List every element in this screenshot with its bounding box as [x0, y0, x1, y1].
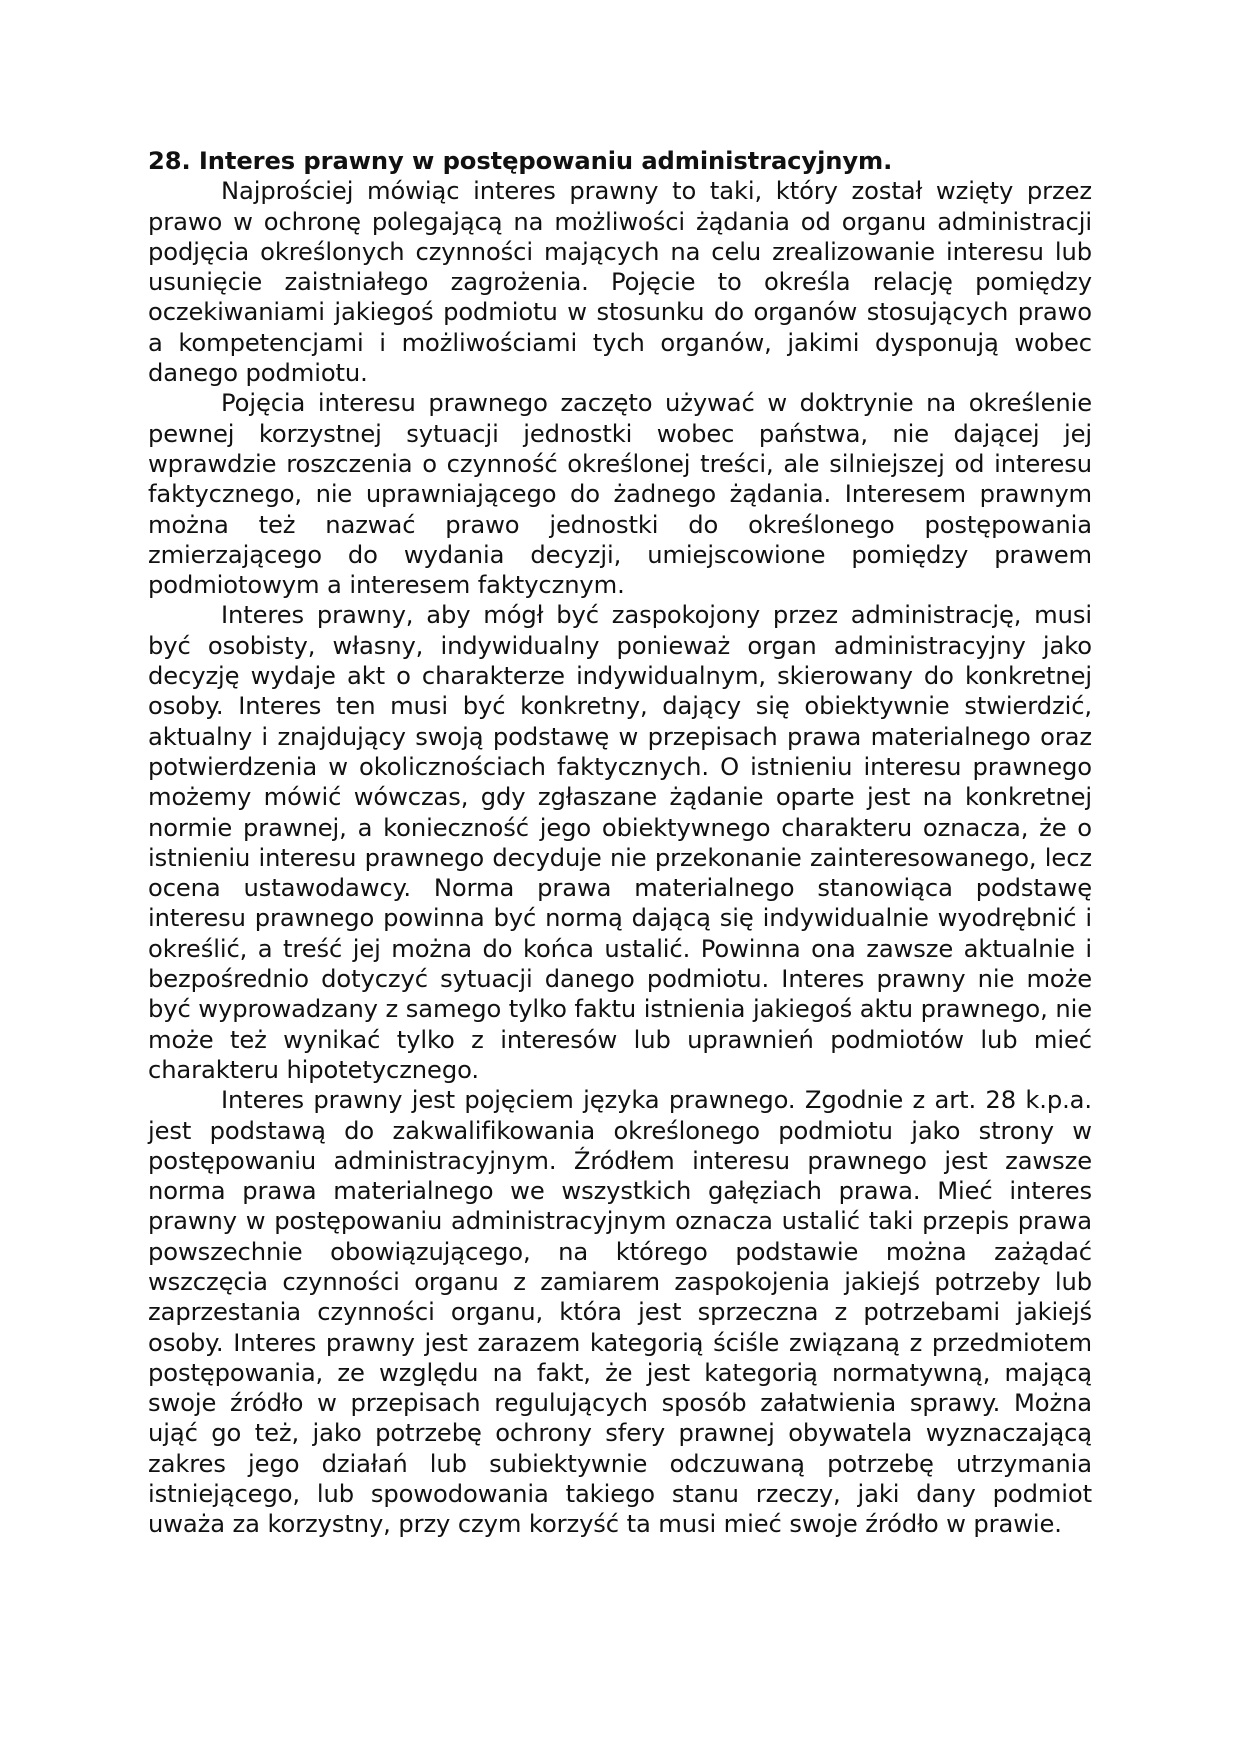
document-heading: 28. Interes prawny w postępowaniu administracyjnym. [148, 147, 893, 175]
paragraph-3: Interes prawny, aby mógł być zaspokojony przez administrację, musi być osobisty, własny, indywidualny ponieważ organ administracyjny jako decyzję wydaje akt o charakterze indywidualnym, skierowany do konkretnej osoby. Interes ten musi być konkretny, dający się obiektywnie stwierdzić, aktualny i znajdujący swoją podstawę w przepisach prawa materialnego oraz potwierdzenia w okolicznościach faktycznych. O istnieniu interesu prawnego możemy mówić wówczas, gdy zgłaszane żądanie oparte jest na konkretnej normie prawnej, a konieczność jego obiektywnego charakteru oznacza, że o istnieniu interesu prawnego decyduje nie przekonanie zainteresowanego, lecz ocena ustawodawcy. Norma prawa materialnego stanowiąca podstawę interesu prawnego powinna być normą dającą się indywidualnie wyodrębnić i określić, a treść jej można do końca ustalić. Powinna ona zawsze aktualnie i bezpośrednio dotyczyć sytuacji danego podmiotu. Interes prawny nie może być wyprowadzany z samego tylko faktu istnienia jakiegoś aktu prawnego, nie może też wynikać tylko z interesów lub uprawnień podmiotów lub mieć charakteru hipotetycznego. [148, 601, 1092, 1084]
paragraph-1: Najprościej mówiąc interes prawny to taki, który został wzięty przez prawo w ochronę polegającą na możliwości żądania od organu administracji podjęcia określonych czynności mających na celu zrealizowanie interesu lub usunięcie zaistniałego zagrożenia. Pojęcie to określa relację pomiędzy oczekiwaniami jakiegoś podmiotu w stosunku do organów stosujących prawo a kompetencjami i możliwościami tych organów, jakimi dysponują wobec danego podmiotu. [148, 177, 1092, 388]
document-page [148, 146, 1092, 1540]
paragraph-4: Interes prawny jest pojęciem języka prawnego. Zgodnie z art. 28 k.p.a. jest podstawą do zakwalifikowania określonego podmiotu jako strony w postępowaniu administracyjnym. Źródłem interesu prawnego jest zawsze norma prawa materialnego we wszystkich gałęziach prawa. Mieć interes prawny w postępowaniu administracyjnym oznacza ustalić taki przepis prawa powszechnie obowiązującego, na którego podstawie można zażądać wszczęcia czynności organu z zamiarem zaspokojenia jakiejś potrzeby lub zaprzestania czynności organu, która jest sprzeczna z potrzebami jakiejś osoby. Interes prawny jest zarazem kategorią ściśle związaną z przedmiotem postępowania, ze względu na fakt, że jest kategorią normatywną, mającą swoje źródło w przepisach regulujących sposób załatwienia sprawy. Można ująć go też, jako potrzebę ochrony sfery prawnej obywatela wyznaczającą zakres jego działań lub subiektywnie odczuwaną potrzebę utrzymania istniejącego, lub spowodowania takiego stanu rzeczy, jaki dany podmiot uważa za korzystny, przy czym korzyść ta musi mieć swoje źródło w prawie. [148, 1086, 1092, 1539]
paragraph-2: Pojęcia interesu prawnego zaczęto używać w doktrynie na określenie pewnej korzystnej sytuacji jednostki wobec państwa, nie dającej jej wprawdzie roszczenia o czynność określonej treści, ale silniejszej od interesu faktycznego, nie uprawniającego do żadnego żądania. Interesem prawnym można też nazwać prawo jednostki do określonego postępowania zmierzającego do wydania decyzji, umiejscowione pomiędzy prawem podmiotowym a interesem faktycznym. [148, 389, 1092, 600]
